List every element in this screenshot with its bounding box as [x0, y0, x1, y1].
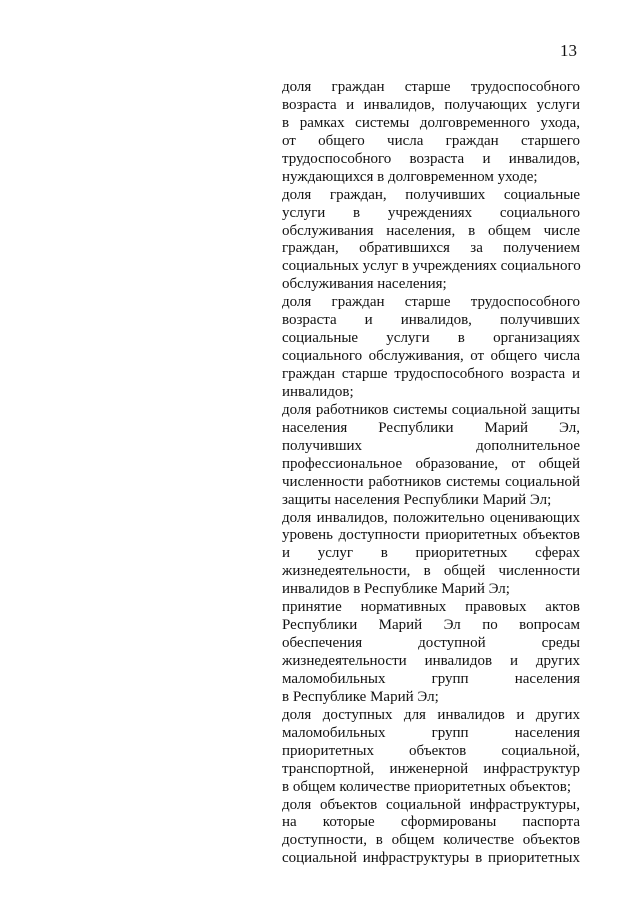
text-line: доступности, в общем количестве объектов — [282, 832, 580, 849]
text-line: обслуживания населения; — [282, 276, 447, 293]
text-line: услуги в учреждениях социального — [282, 204, 580, 221]
body-text-column — [282, 79, 580, 868]
page-number: 13 — [560, 41, 577, 60]
text-line: возраста и инвалидов, получающих услуги — [282, 96, 580, 113]
text-line: инвалидов в Республике Марий Эл; — [282, 581, 510, 598]
text-line: инвалидов; — [282, 383, 354, 400]
text-line: принятие нормативных правовых актов — [282, 599, 580, 616]
text-line: жизнедеятельности, в общей численности — [282, 563, 580, 580]
text-line: доля инвалидов, положительно оценивающих — [282, 509, 580, 526]
text-line: маломобильных групп населения — [282, 724, 580, 741]
paragraph — [282, 187, 580, 295]
text-line: обеспечения доступной среды — [282, 635, 580, 652]
text-line: транспортной, инженерной инфраструктур — [282, 760, 580, 777]
text-line: на которые сформированы паспорта — [282, 814, 580, 831]
paragraph — [282, 707, 580, 797]
paragraph — [282, 402, 580, 510]
paragraph — [282, 294, 580, 402]
text-line: в Республике Марий Эл; — [282, 688, 439, 705]
text-line: социальные услуги в организациях — [282, 330, 580, 347]
text-line: доля граждан старше трудоспособного — [282, 294, 580, 311]
text-line: нуждающихся в долговременном уходе; — [282, 168, 538, 185]
text-line: получивших дополнительное — [282, 437, 580, 454]
text-line: профессиональное образование, от общей — [282, 455, 580, 472]
text-line: в рамках системы долговременного ухода, — [282, 114, 580, 131]
text-line: возраста и инвалидов, получивших — [282, 312, 580, 329]
text-line: защиты населения Республики Марий Эл; — [282, 491, 552, 508]
text-line: обслуживания населения, в общем числе — [282, 222, 580, 239]
text-line: доля граждан старше трудоспособного — [282, 79, 580, 95]
paragraph — [282, 599, 580, 707]
text-line: социальной инфраструктуры в приоритетных — [282, 850, 580, 867]
text-line: уровень доступности приоритетных объектов — [282, 527, 580, 544]
text-line: доля граждан, получивших социальные — [282, 186, 580, 203]
text-line: жизнедеятельности инвалидов и других — [282, 653, 580, 669]
paragraph — [282, 79, 580, 187]
text-line: трудоспособного возраста и инвалидов, — [282, 150, 580, 167]
text-line: населения Республики Марий Эл, — [282, 419, 580, 436]
paragraph — [282, 797, 580, 869]
text-line: Республики Марий Эл по вопросам — [282, 617, 580, 634]
text-line: численности работников системы социальной — [282, 473, 580, 490]
text-line: и услуг в приоритетных сферах — [282, 545, 580, 562]
text-line: доля доступных для инвалидов и других — [282, 706, 580, 723]
text-line: в общем количестве приоритетных объектов; — [282, 778, 572, 795]
text-line: доля объектов социальной инфраструктуры, — [282, 796, 580, 813]
text-line: социального обслуживания, от общего числа — [282, 348, 580, 365]
text-line: социальных услуг в учреждениях социального — [282, 258, 581, 275]
text-line: граждан старше трудоспособного возраста и — [282, 366, 580, 382]
text-line: от общего числа граждан старшего — [282, 132, 580, 149]
text-line: маломобильных групп населения — [282, 670, 580, 687]
paragraph — [282, 510, 580, 600]
text-line: доля работников системы социальной защиты — [282, 401, 580, 418]
text-line: приоритетных объектов социальной, — [282, 742, 580, 759]
text-line: граждан, обратившихся за получением — [282, 240, 580, 257]
